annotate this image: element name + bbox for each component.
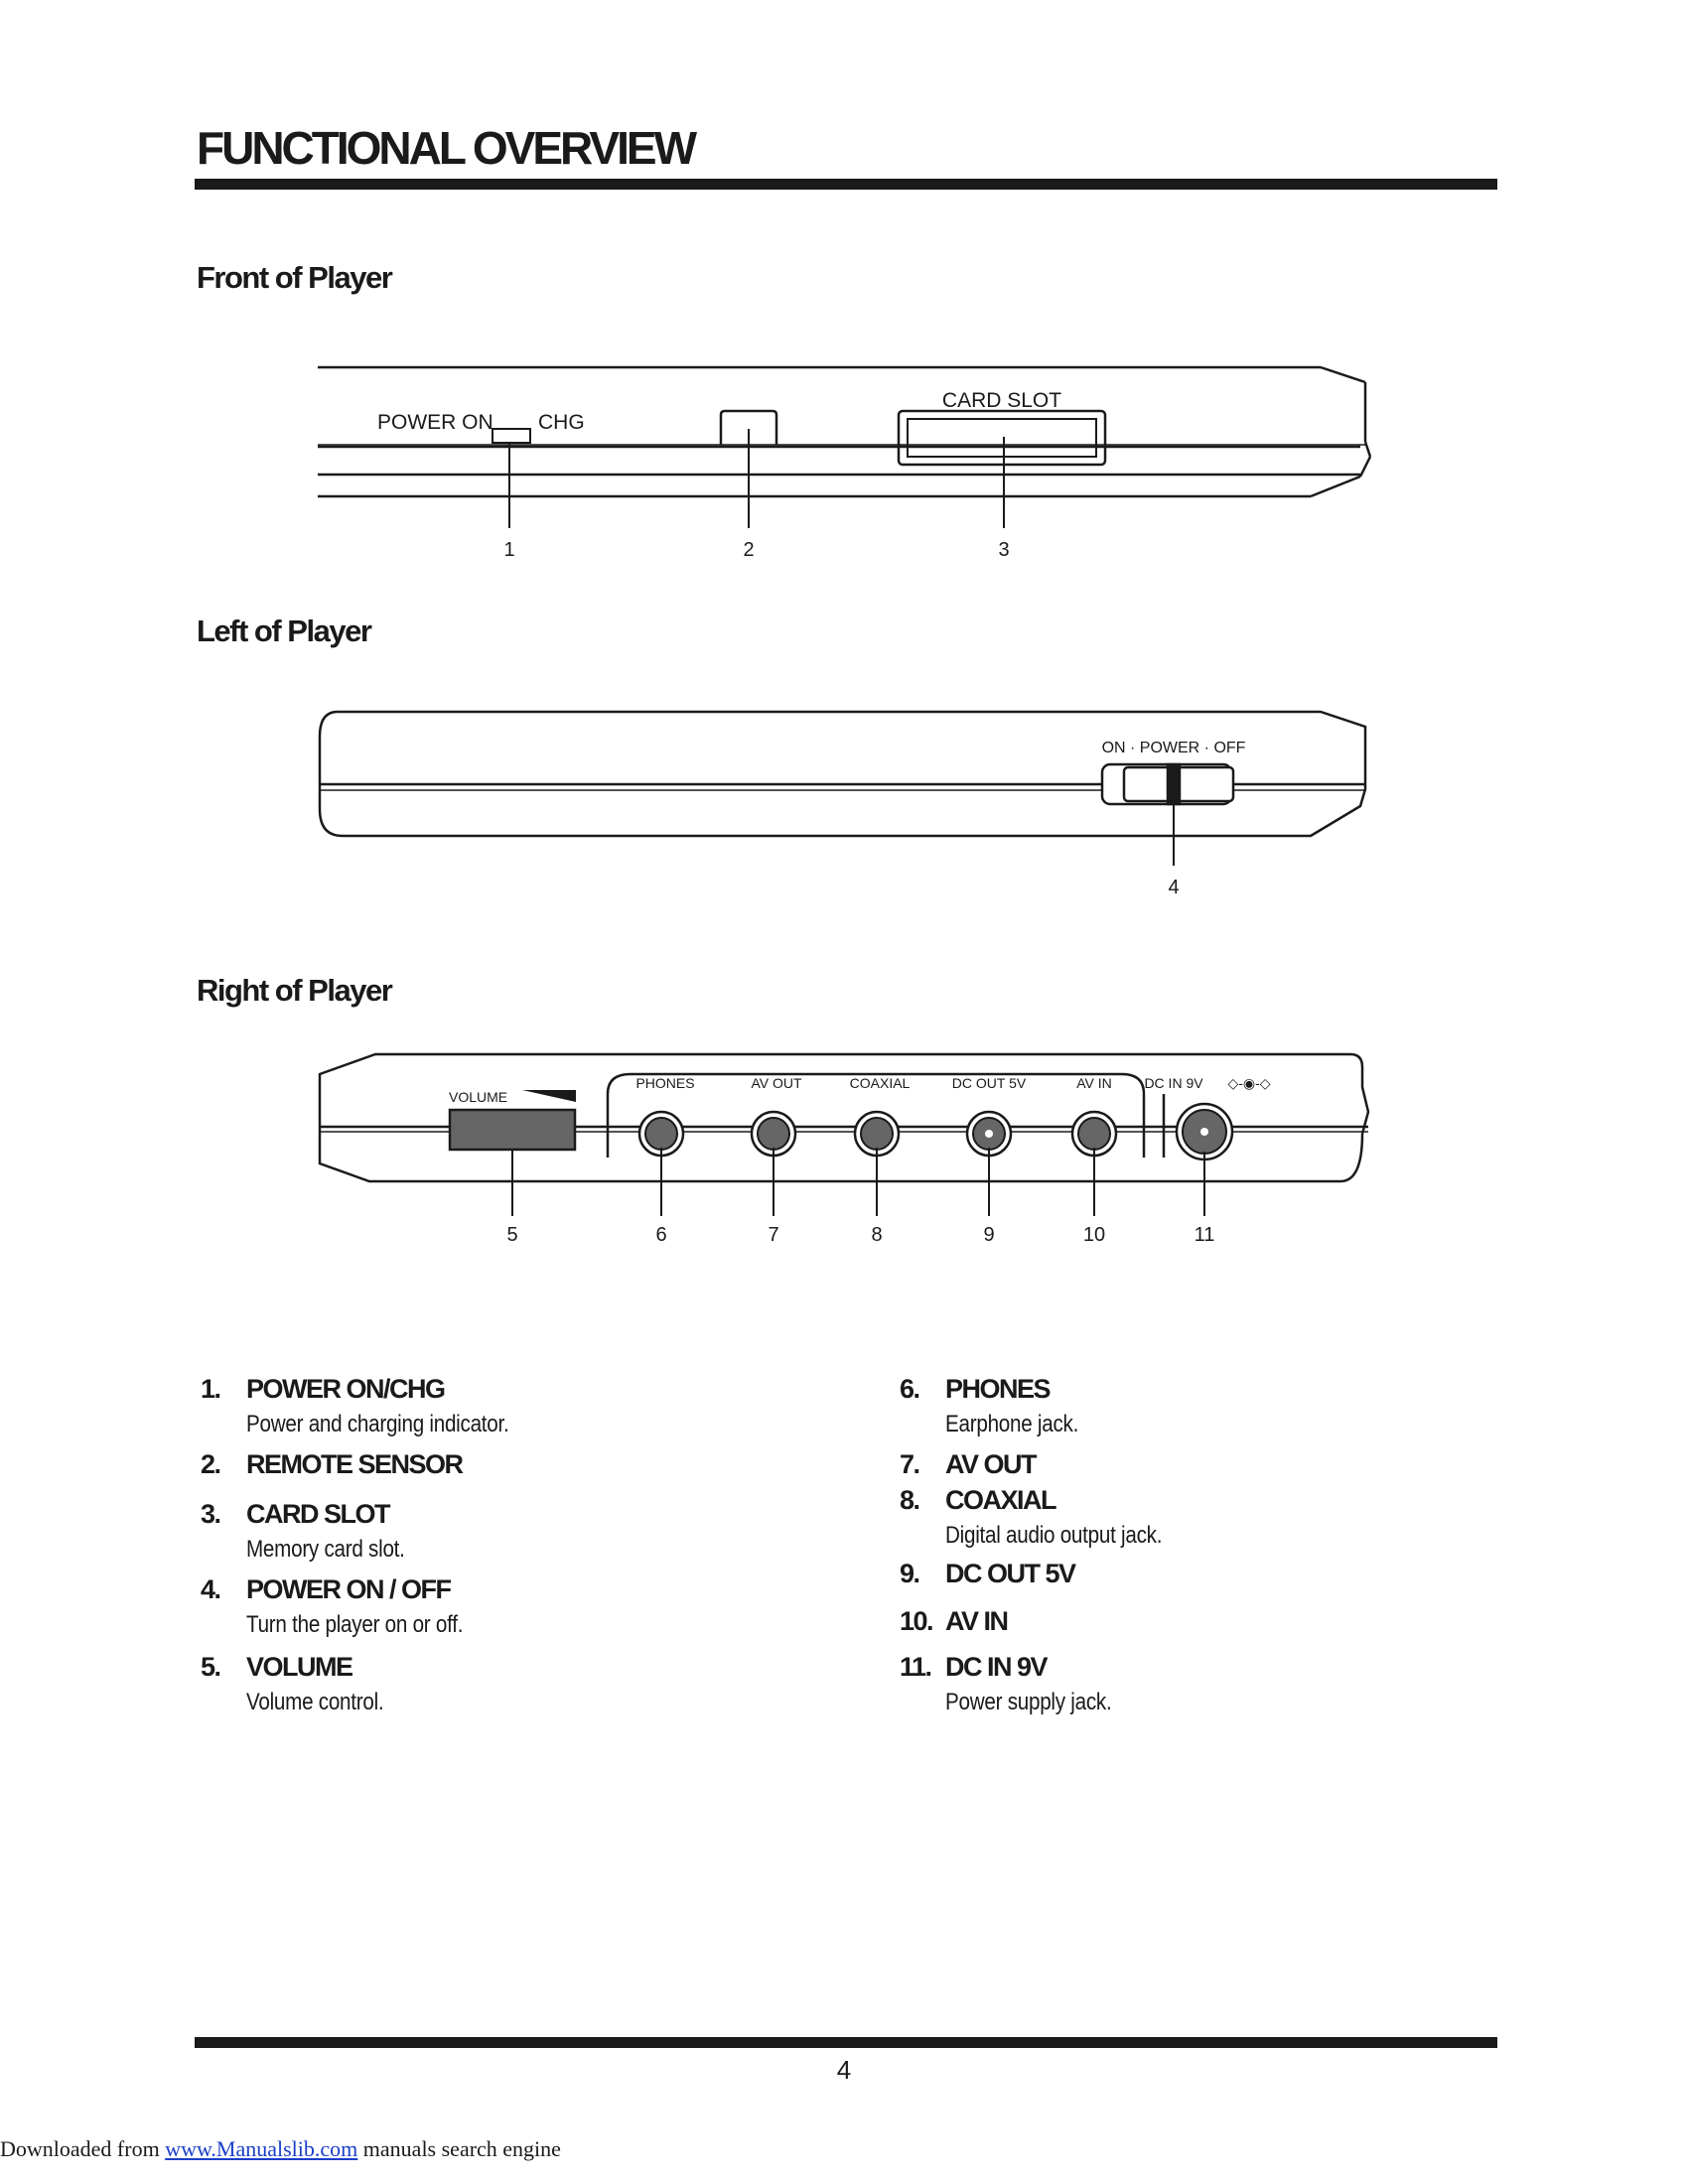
legend-item-title	[900, 1449, 1036, 1480]
legend-item	[900, 1485, 1197, 1550]
right-heading: Right of Player	[197, 973, 392, 1008]
legend-item-number: 4.	[201, 1574, 220, 1604]
legend-item-name: AV OUT	[945, 1449, 1036, 1479]
callout-5: 5	[506, 1224, 518, 1246]
legend-item-description: Turn the player on or off.	[246, 1611, 464, 1638]
legend-item-number: 7.	[900, 1449, 919, 1479]
power-switch-label: ON · POWER · OFF	[1101, 740, 1246, 756]
legend-item-name: REMOTE SENSOR	[246, 1449, 463, 1479]
callout-7: 7	[768, 1224, 779, 1246]
callout-8: 8	[871, 1224, 883, 1246]
legend-item-title	[201, 1374, 552, 1405]
callout-10: 10	[1082, 1224, 1106, 1246]
legend-item-name: DC OUT 5V	[945, 1559, 1075, 1588]
callout-9: 9	[983, 1224, 995, 1246]
download-footer	[0, 2136, 561, 2162]
legend-item-title	[201, 1652, 406, 1683]
legend-item	[201, 1499, 431, 1564]
av-in-jack-socket	[1078, 1118, 1110, 1150]
legend-item	[900, 1559, 1075, 1589]
legend-item-name: PHONES	[945, 1374, 1051, 1404]
right-diagram	[0, 1042, 1688, 1246]
legend-item-name: POWER ON / OFF	[246, 1574, 451, 1604]
legend-item-number: 5.	[201, 1652, 220, 1682]
legend-item	[201, 1652, 406, 1716]
legend-item-number: 9.	[900, 1559, 919, 1588]
legend-item-title	[201, 1574, 498, 1605]
legend-item	[900, 1374, 1100, 1438]
legend-item-name: AV IN	[945, 1606, 1008, 1636]
legend-item-number: 8.	[900, 1485, 919, 1515]
footer-suffix: manuals search engine	[357, 2136, 561, 2161]
legend-item-number: 11.	[900, 1652, 931, 1682]
header-rule	[195, 179, 1497, 190]
legend-item	[201, 1574, 498, 1639]
legend-item-title	[201, 1449, 463, 1480]
legend-item-number: 2.	[201, 1449, 220, 1479]
callout-1: 1	[503, 539, 515, 561]
legend-item-number: 3.	[201, 1499, 220, 1529]
legend-item-description: Volume control.	[246, 1689, 384, 1715]
phones-jack-socket	[645, 1118, 677, 1150]
phones-label: PHONES	[635, 1075, 695, 1091]
legend-item-description: Digital audio output jack.	[945, 1522, 1163, 1549]
legend-item-title	[900, 1485, 1197, 1516]
callout-4: 4	[1168, 877, 1180, 898]
av-out-label: AV OUT	[751, 1075, 802, 1091]
legend-item-name: DC IN 9V	[945, 1652, 1048, 1682]
coaxial-label: COAXIAL	[849, 1075, 911, 1091]
legend-item-name: CARD SLOT	[246, 1499, 389, 1529]
manualslib-link[interactable]: www.Manualslib.com	[165, 2136, 358, 2161]
legend-item-number: 1.	[201, 1374, 220, 1404]
dc-in-label: DC IN 9V	[1144, 1075, 1203, 1091]
footer-rule	[195, 2037, 1497, 2048]
callout-3: 3	[998, 539, 1010, 561]
av-out-jack-socket	[758, 1118, 789, 1150]
legend-item	[201, 1374, 552, 1438]
legend-item-description: Power supply jack.	[945, 1689, 1112, 1715]
coaxial-jack-socket	[861, 1118, 893, 1150]
legend-item-description: Memory card slot.	[246, 1536, 405, 1563]
front-heading: Front of Player	[197, 260, 392, 295]
page-title: FUNCTIONAL OVERVIEW	[197, 122, 694, 174]
legend-item-name: VOLUME	[246, 1652, 352, 1682]
callout-6: 6	[655, 1224, 667, 1246]
volume-label: VOLUME	[449, 1089, 508, 1105]
card-slot-label: CARD SLOT	[941, 389, 1062, 412]
legend-item-number: 10.	[900, 1606, 933, 1636]
legend-item-title	[201, 1499, 431, 1530]
polarity-symbol: ◇-◉-◇	[1227, 1075, 1271, 1091]
legend-item	[900, 1606, 1008, 1637]
left-diagram	[0, 695, 1688, 953]
legend-item-title	[900, 1559, 1075, 1589]
legend-item-description: Earphone jack.	[945, 1411, 1079, 1437]
legend-item-description: Power and charging indicator.	[246, 1411, 509, 1437]
legend-item-number: 6.	[900, 1374, 919, 1404]
legend-item	[201, 1449, 463, 1480]
dc-in-jack-pin	[1200, 1128, 1208, 1136]
legend-item-title	[900, 1374, 1100, 1405]
callout-11: 11	[1194, 1224, 1215, 1246]
chg-label: CHG	[538, 411, 585, 434]
av-in-label: AV IN	[1076, 1075, 1112, 1091]
dc-out-label: DC OUT 5V	[951, 1075, 1027, 1091]
power-on-label: POWER ON	[377, 411, 493, 434]
left-heading: Left of Player	[197, 614, 371, 648]
legend-item-name: COAXIAL	[945, 1485, 1055, 1515]
legend-item-title	[900, 1606, 1008, 1637]
footer-prefix: Downloaded from	[0, 2136, 166, 2161]
legend-item-title	[900, 1652, 1139, 1683]
legend-item-name: POWER ON/CHG	[246, 1374, 445, 1404]
legend-item	[900, 1449, 1036, 1480]
legend-item	[900, 1652, 1139, 1716]
callout-2: 2	[743, 539, 755, 561]
dc-out-jack-pin	[985, 1130, 993, 1138]
page-number: 4	[836, 2055, 852, 2085]
